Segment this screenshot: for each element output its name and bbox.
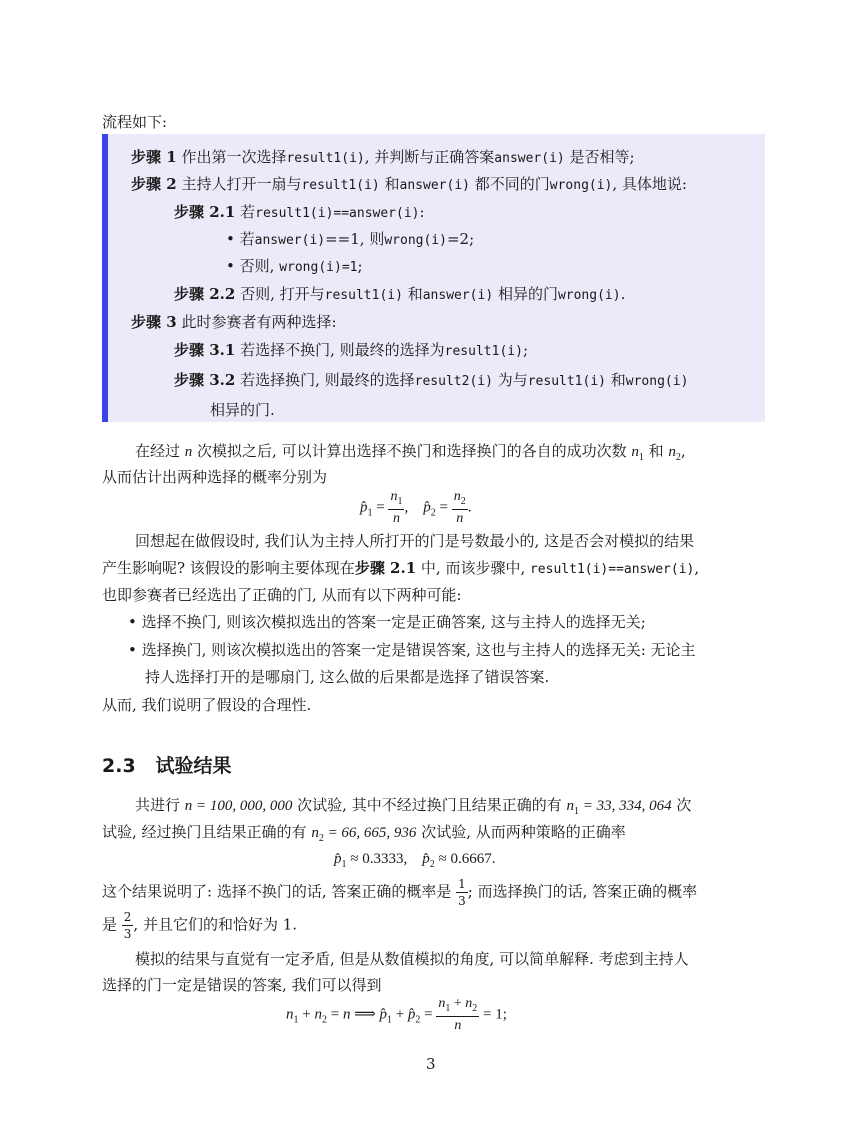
equation-approx: $p̂_1 \approx 0.3333$, $p̂_2 \approx 0.6667$.	[334, 851, 496, 870]
paragraph-explanation-l2: 选择的门一定是错误的答案, 我们可以得到	[102, 976, 382, 994]
section-heading: 2.3 试验结果	[102, 755, 232, 777]
step-3: 步骤 3 此时参赛者有两种选择:	[131, 313, 337, 331]
step-3-2: 步骤 3.2 若选择换门, 则最终的选择result2(i) 为与result1(i) 和wrong(i) 相异的门.	[174, 371, 689, 419]
paragraph-explanation-l1: 模拟的结果与直觉有一定矛盾, 但是从数值模拟的角度, 可以简单解释. 考虑到主持人	[135, 950, 689, 968]
bullet-otherwise: • 否则, wrong(i)=1;	[226, 257, 363, 275]
bullet-switch-cont: 持人选择打开的是哪扇门, 这么做的后果都是选择了错误答案.	[145, 668, 550, 686]
equation-sum: $n_1 + n_2 = n$ ⟹ $p̂_1$ + $p̂_2$ = $\frac{n_1 + n_2}{n}$ = 1;	[286, 996, 507, 1033]
paragraph-interpretation-l1: 这个结果说明了: 选择不换门的话, 答案正确的概率是 $\frac{1}{3}$ ; 而选择换门的话, 答案正确的概率	[102, 877, 698, 908]
bullet-switch: • 选择换门, 则该次模拟选出的答案一定是错误答案, 这也与主持人的选择无关: 无论主	[128, 641, 696, 659]
bullet-dot: •	[128, 613, 137, 631]
paragraph-assumption-l2: 产生影响呢? 该假设的影响主要体现在步骤 2.1 中, 而该步骤中, result1(i)==answer(i),	[102, 559, 700, 577]
bullet-dot: •	[226, 230, 235, 248]
intro-text: 流程如下:	[102, 113, 168, 131]
step-1: 步骤 1 作出第一次选择result1(i), 并判断与正确答案answer(i) 是否相等;	[131, 148, 635, 166]
page-number: 3	[426, 1055, 436, 1073]
paragraph-conclusion: 从而, 我们说明了假设的合理性.	[102, 696, 312, 714]
step-2-1: 步骤 2.1 若result1(i)==answer(i):	[174, 203, 425, 221]
bullet-answer-1: • 若answer(i)==1, 则wrong(i)=2;	[226, 230, 475, 248]
paragraph-assumption-l1: 回想起在做假设时, 我们认为主持人所打开的门是号数最小的, 这是否会对模拟的结果	[135, 532, 695, 550]
paragraph-interpretation-l2: 是 $\frac{2}{3}$ , 并且它们的和恰好为 1.	[102, 910, 298, 941]
paragraph-results-l2: 试验, 经过换门且结果正确的有 $n_2 = 66$, 665, 936 次试验, 从而两种策略的正确率	[102, 823, 626, 844]
paragraph-assumption-l3: 也即参赛者已经选出了正确的门, 从而有以下两种可能:	[102, 586, 462, 604]
paragraph-results-l1: 共进行 n = 100, 000, 000 次试验, 其中不经过换门且结果正确的有 $n_1 = 33$, 334, 064 次	[135, 796, 692, 817]
paragraph-estimate-line: 从而估计出两种选择的概率分别为	[102, 468, 328, 486]
paragraph-simulation-count: 在经过 n 次模拟之后, 可以计算出选择不换门和选择换门的各自的成功次数 $n_1$ 和 $n_2$,	[135, 442, 686, 463]
bullet-dot: •	[128, 641, 137, 659]
equation-probability-estimates: $p̂_1$ = $\frac{n_1}{n}$ , $p̂_2$ = $\frac{n_2}{n}$ .	[360, 489, 472, 526]
step-2: 步骤 2 主持人打开一扇与result1(i) 和answer(i) 都不同的门wrong(i), 具体地说:	[131, 175, 687, 193]
bullet-no-switch: • 选择不换门, 则该次模拟选出的答案一定是正确答案, 这与主持人的选择无关;	[128, 613, 646, 631]
step-3-1: 步骤 3.1 若选择不换门, 则最终的选择为result1(i);	[174, 341, 528, 359]
step-2-2: 步骤 2.2 否则, 打开与result1(i) 和answer(i) 相异的门wrong(i).	[174, 285, 626, 303]
bullet-dot: •	[226, 257, 235, 275]
